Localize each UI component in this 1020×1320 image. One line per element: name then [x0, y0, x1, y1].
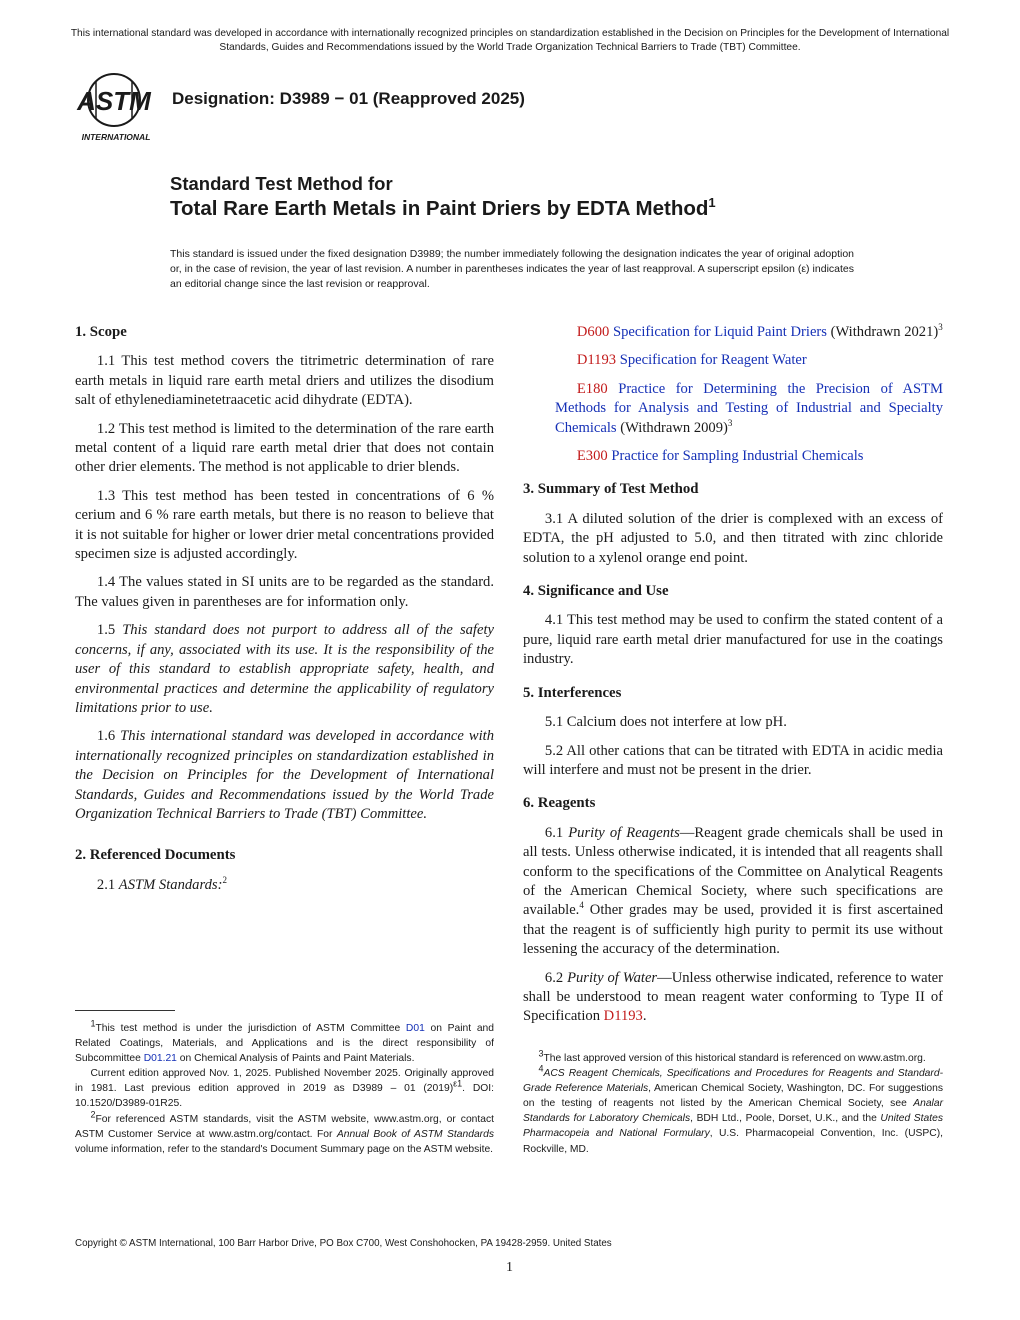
ref-title-d1193[interactable]: Specification for Reagent Water — [619, 352, 807, 369]
ref-code-e300[interactable]: E300 — [576, 448, 608, 465]
footnotes-left — [75, 1018, 495, 1157]
title-text: Total Rare Earth Metals in Paint Driers by EDTA Method — [170, 197, 709, 220]
paragraph-1-5: 1.5 This standard does not purport to address all of the safety concerns, if any, associated with its use. It is the responsibility of the user of this standard to establish appropriate safety, health, and environmental practices and determine the applicability of regulatory limitations prior to use. — [75, 622, 494, 716]
paragraph-5-1: 5.1 Calcium does not interfere at low pH. — [544, 714, 787, 731]
right-column — [523, 323, 943, 1036]
ref-title-e180[interactable]: Practice for Determining the Precision of ASTM Methods for Analysis and Testing of Industrial and Specialty Chemicals — [555, 380, 943, 436]
link-d1193[interactable]: D1193 — [603, 1008, 643, 1025]
footnote-4: $^4$ACS Reagent Chemicals, Specifications and Procedures for Reagents and Standard-Grade Reference Materials, American Chemical Society, Washington, DC. For suggestions on the testing of reagents not listed by the American Chemical Society, see Analar Standards for Laboratory Chemicals, BDH Ltd., Poole, Dorset, U.K., and the United States Pharmacopeia and National Formulary, U.S. Pharmacopeial Convention, Inc. (USPC), Rockville, MD. — [523, 1063, 944, 1155]
paragraph-1-3: 1.3 This test method has been tested in concentrations of 6 % cerium and 6 % rare earth metals, but there is no reason to believe that it is not suitable for higher or lower drier metal concentrations provided specimen size is adjusted accordingly. — [75, 487, 494, 563]
reference-item: E180 Practice for Determining the Precision of ASTM Methods for Analysis and Testing of Industrial and Specialty Chemicals (Withdrawn 2009)$^3$ — [555, 380, 943, 436]
paragraph-1-4: 1.4 The values stated in SI units are to be regarded as the standard. The values given in parentheses are for information only. — [75, 574, 494, 610]
logo-subtext: INTERNATIONAL — [81, 132, 151, 142]
reference-item — [523, 447, 943, 466]
reference-item: D600 Specification for Liquid Paint Driers (Withdrawn 2021)$^3$ — [576, 322, 943, 340]
reference-item — [523, 351, 943, 370]
section-heading-summary: 3. Summary of Test Method — [523, 481, 699, 498]
footnote-3: $^3$The last approved version of this historical standard is referenced on www.astm.org. — [538, 1048, 926, 1064]
paragraph-5-2: 5.2 All other cations that can be titrated with EDTA in acidic media will interfere and must not be present in the drier. — [523, 742, 943, 778]
footnote-1-edition: Current edition approved Nov. 1, 2025. Published November 2025. Originally approved in 1981. Last previous edition approved in 2019 as D3989 – 01 $(2019)^{\varepsilon 1}$. DOI: 10.1520/D3989-01R25. — [75, 1068, 495, 1110]
paragraph-4-1: 4.1 This test method may be used to confirm the stated content of a pure, liquid rare earth metal drier manufactured for use in the coatings industry. — [523, 612, 943, 668]
copyright: Copyright © ASTM International, 100 Barr Harbor Drive, PO Box C700, West Conshohocken, PA 19428-2959. United States — [75, 1238, 612, 1249]
designation: Designation: D3989 − 01 (Reapproved 2025) — [172, 89, 525, 108]
link-d01[interactable]: D01 — [405, 1023, 425, 1034]
paragraph-1-1: 1.1 This test method covers the titrimetric determination of rare earth metals in liquid rare earth metal driers and utilizes the disodium salt of ethylenediaminetetraacetic acid dihydrate (EDTA). — [75, 353, 494, 409]
section-heading-interferences: 5. Interferences — [523, 684, 622, 701]
footnotes-right — [523, 1048, 944, 1157]
astm-logo — [74, 72, 164, 144]
title-footnote-mark: 1 — [708, 195, 716, 211]
link-d01-21[interactable]: D01.21 — [143, 1053, 177, 1065]
paragraph-6-1: 6.1 Purity of Reagents—Reagent grade chemicals shall be used in all tests. Unless otherwise indicated, it is intended that all reagents shall conform to the specifications of the Committee on Analytical Reagents of the American Chemical Society, where such specifications are available.$^4$ Other grades may be used, provided it is first ascertained that the reagent is of sufficiently high purity to permit its use without lessening the accuracy of the determination. — [523, 824, 943, 958]
section-heading-scope: 1. Scope — [75, 324, 127, 340]
footnote-2: $^2$For referenced ASTM standards, visit the ASTM website, www.astm.org, or contact ASTM Customer Service at www.astm.org/contact. For Annual Book of ASTM Standards volume information, refer to the standard's Document Summary page on the ASTM website. — [75, 1109, 494, 1155]
ref-title-d600[interactable]: Specification for Liquid Paint Driers — [612, 324, 827, 340]
title-line-1: Standard Test Method for — [170, 173, 393, 194]
footnote-rule — [75, 1010, 175, 1011]
section-heading-referenced: 2. Referenced Documents — [75, 847, 236, 864]
logo-text: ASTM — [77, 86, 151, 116]
paragraph-1-6: 1.6 This international standard was developed in accordance with internationally recognized principles on standardization established in the Decision on Principles for the Development of International Standards, Guides and Recommendations issued by the World Trade Organization Technical Barriers to Trade (TBT) Committee. — [75, 728, 494, 822]
footnote-1: $^1$This test method is under the jurisdiction of ASTM Committee D01 on Paint and Related Coatings, Materials, and Applications and is the direct responsibility of Subcommittee D01.21 on Chemical Analysis of Paints and Paint Materials. — [75, 1018, 494, 1065]
title-line-2 — [170, 197, 716, 221]
page-number: 1 — [506, 1260, 513, 1275]
paragraph-2-1: 2.1 ASTM Standards:$^2$ — [96, 874, 227, 893]
issued-notice: This standard is issued under the fixed designation D3989; the number immediately following the designation indicates the year of original adoption or, in the case of revision, the year of last revision. A number in parentheses indicates the year of last reapproval. A superscript epsilon (ε) indicates an editorial change since the last revision or reapproval. — [170, 248, 854, 290]
reference-list — [523, 323, 943, 466]
ref-code-e180[interactable]: E180 — [576, 380, 608, 397]
paragraph-3-1: 3.1 A diluted solution of the drier is complexed with an excess of EDTA, the pH adjusted to 5.0, and then titrated with zinc chloride solution to a xylenol orange end point. — [523, 510, 943, 566]
section-heading-significance: 4. Significance and Use — [523, 583, 669, 600]
ref-title-e300[interactable]: Practice for Sampling Industrial Chemicals — [611, 448, 864, 465]
international-notice: This international standard was developed in accordance with internationally recognized principles on standardization established in the Decision on Principles for the Development of International Standards, Guides and Recommendations issued by the World Trade Organization Technical Barriers to Trade (TBT) Committee. — [70, 28, 950, 53]
ref-code-d600[interactable]: D600 — [576, 324, 610, 340]
section-heading-reagents: 6. Reagents — [523, 795, 596, 812]
paragraph-1-2: 1.2 This test method is limited to the determination of the rare earth metal content of a liquid rare earth metal drier that does not contain other drier elements. The method is not applicable to drier blends. — [75, 420, 494, 476]
ref-code-d1193[interactable]: D1193 — [576, 352, 617, 369]
paragraph-6-2: 6.2 Purity of Water—Unless otherwise indicated, reference to water shall be understood to mean reagent water conforming to Type II of Specification D1193. — [523, 969, 943, 1025]
left-column — [75, 323, 494, 904]
